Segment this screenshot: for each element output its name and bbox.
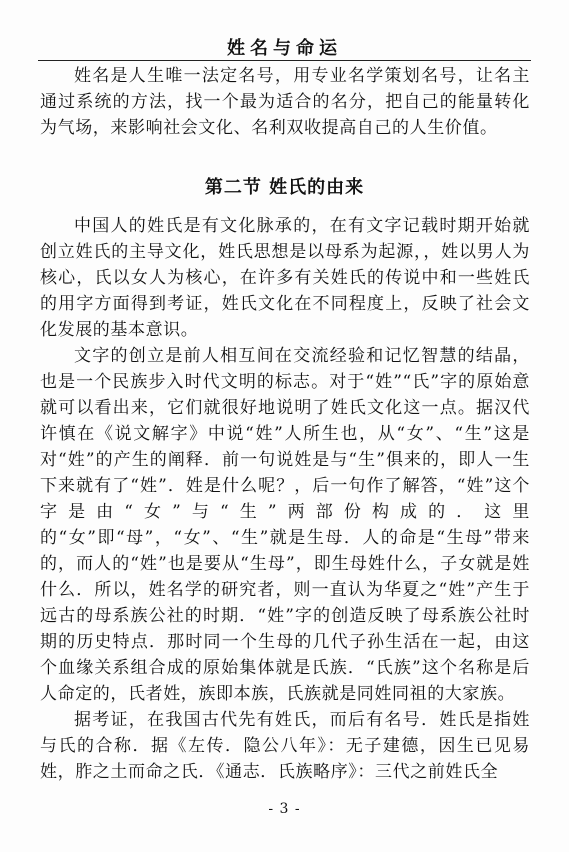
running-header-title: 姓名与命运 bbox=[227, 38, 342, 59]
body-paragraph-3: 据考证，在我国古代先有姓氏，而后有名号．姓氏是指姓与氏的合称．据《左传．隐公八年》：无子建德，因生已见易姓，胙之土而命之氏．《通志．氏族略序》：三代之前姓氏全 bbox=[40, 710, 530, 782]
page-number: - 3 - bbox=[268, 801, 301, 817]
body-paragraph-2: 文字的创立是前人相互间在交流经验和记忆智慧的结晶，也是一个民族步入时代文明的标志。对于“姓”“氏”字的原始意就可以看出来，它们就很好地说明了姓氏文化这一点。据汉代许慎在《说文解字》中说“姓”人所生也，从“女”、“生”这是对“姓”的产生的阐释．前一句说姓是与“生”俱来的，即人一生下来就有了“姓”．姓是什么呢？，后一句作了解答，“姓”这个字是由“女”与“生”两部份构成的．这里的“女”即“母”，“女”、“生”就是生母．人的命是“生母”带来的，而人的“姓”也是要从“生母”，即生母姓什么，子女就是姓什么．所以，姓名学的研究者，则一直认为华夏之“姓”产生于远古的母系族公社的时期．“姓”字的创造反映了母系族公社时期的历史特点．那时同一个生母的几代子孙生活在一起，由这个血缘关系组合成的原始集体就是氏族．“氏族”这个名称是后人命定的，氏者姓，族即本族，氏族就是同姓同祖的大家族。 bbox=[40, 346, 530, 704]
section-heading: 第二节 姓氏的由来 bbox=[204, 177, 365, 198]
intro-paragraph: 姓名是人生唯一法定名号，用专业名学策划名号，让名主通过系统的方法，找一个最为适合的名分，把自己的能量转化为气场，来影响社会文化、名利双收提高自己的人生价值。 bbox=[40, 66, 530, 138]
intro-text-block bbox=[40, 63, 530, 141]
main-text-block bbox=[40, 213, 530, 785]
body-paragraph-1: 中国人的姓氏是有文化脉承的，在有文字记载时期开始就创立姓氏的主导文化，姓氏思想是以母系为起源，，姓以男人为核心，氏以女人为核心，在许多有关姓氏的传说中和一些姓氏的用字方面得到考证，姓氏文化在不同程度上，反映了社会文化发展的基本意识。 bbox=[40, 216, 530, 340]
header-divider bbox=[38, 60, 531, 61]
